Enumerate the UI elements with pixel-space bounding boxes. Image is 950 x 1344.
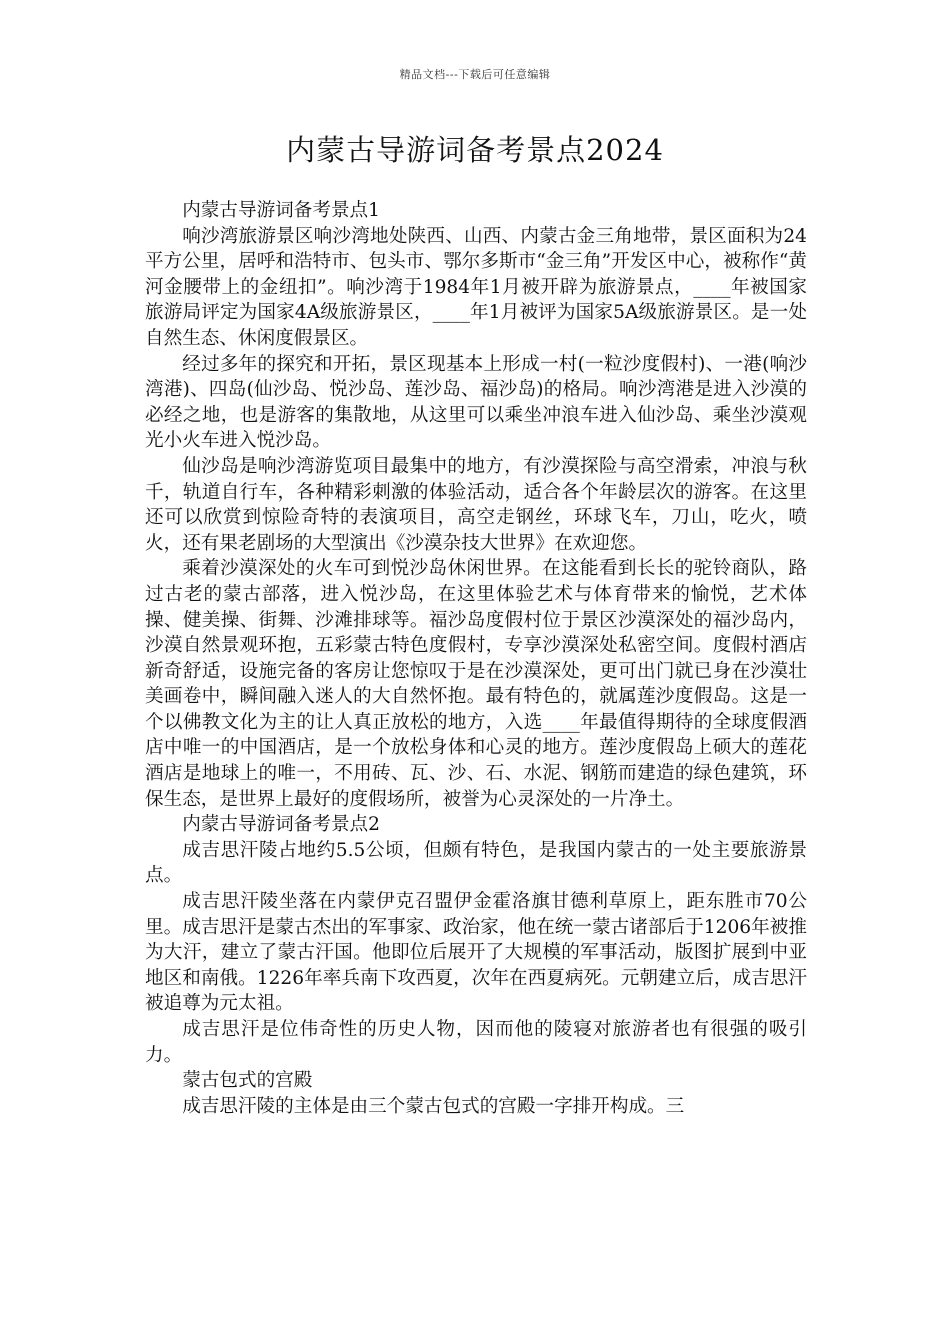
- paragraph: 仙沙岛是响沙湾游览项目最集中的地方，有沙漠探险与高空滑索，冲浪与秋千，轨道自行车，各种精彩刺激的体验活动，适合各个年龄层次的游客。在这里还可以欣赏到惊险奇特的表演项目，高空走钢丝，环球飞车，刀山，吃火，喷火，还有果老剧场的大型演出《沙漠杂技大世界》在欢迎您。: [145, 455, 807, 554]
- section-heading: 内蒙古导游词备考景点1: [182, 200, 380, 221]
- page-title: 内蒙古导游词备考景点2024: [286, 133, 664, 167]
- section-heading: 内蒙古导游词备考景点2: [182, 814, 380, 836]
- paragraph: 乘着沙漠深处的火车可到悦沙岛休闲世界。在这能看到长长的驼铃商队，路过古老的蒙古部落，进入悦沙岛，在这里体验艺术与体育带来的愉悦，艺术体操、健美操、街舞、沙滩排球等。福沙岛度假村位于景区沙漠深处的福沙岛内，沙漠自然景观环抱，五彩蒙古特色度假村，专享沙漠深处私密空间。度假村酒店新奇舒适，设施完备的客房让您惊叹于是在沙漠深处，更可出门就已身在沙漠壮美画卷中，瞬间融入迷人的大自然怀抱。最有特色的，就属莲沙度假岛。这是一个以佛教文化为主的让人真正放松的地方，入选____年最值得期待的全球度假酒店中唯一的中国酒店，是一个放松身体和心灵的地方。莲沙度假岛上硕大的莲花酒店是地球上的唯一，不用砖、瓦、沙、石、水泥、钢筋而建造的绿色建筑，环保生态，是世界上最好的度假场所，被誉为心灵深处的一片净土。: [145, 558, 807, 810]
- paragraph: 成吉思汗陵占地约5.5公顷，但颇有特色，是我国内蒙古的一处主要旅游景点。: [145, 839, 807, 887]
- paragraph: 成吉思汗是位伟奇性的历史人物，因而他的陵寝对旅游者也有很强的吸引力。: [145, 1019, 807, 1066]
- paragraph: 成吉思汗陵坐落在内蒙伊克召盟伊金霍洛旗甘德利草原上，距东胜市70公里。成吉思汗是蒙古杰出的军事家、政治家，他在统一蒙古诸部后于1206年被推为大汗，建立了蒙古汗国。他即位后展开了大规模的军事活动，版图扩展到中亚地区和南俄。1226年率兵南下攻西夏，次年在西夏病死。元朝建立后，成吉思汗被追尊为元太祖。: [145, 891, 807, 1015]
- section-heading: 蒙古包式的宫殿: [182, 1070, 313, 1092]
- header-note: 精品文档---下载后可任意编辑: [399, 68, 551, 81]
- document-body: [145, 198, 807, 1119]
- paragraph: 经过多年的探究和开拓，景区现基本上形成一村(一粒沙度假村)、一港(响沙湾港)、四岛(仙沙岛、悦沙岛、莲沙岛、福沙岛)的格局。响沙湾港是进入沙漠的必经之地，也是游客的集散地，从这里可以乘坐冲浪车进入仙沙岛、乘坐沙漠观光小火车进入悦沙岛。: [145, 353, 807, 452]
- paragraph: 成吉思汗陵的主体是由三个蒙古包式的宫殿一字排开构成。三: [182, 1095, 685, 1117]
- paragraph: 响沙湾旅游景区响沙湾地处陕西、山西、内蒙古金三角地带，景区面积为24平方公里，居呼和浩特市、包头市、鄂尔多斯市“金三角”开发区中心，被称作“黄河金腰带上的金纽扣”。响沙湾于1984年1月被开辟为旅游景点，____年被国家旅游局评定为国家4A级旅游景区，____年1月被评为国家5A级旅游景区。是一处自然生态、休闲度假景区。: [145, 225, 807, 349]
